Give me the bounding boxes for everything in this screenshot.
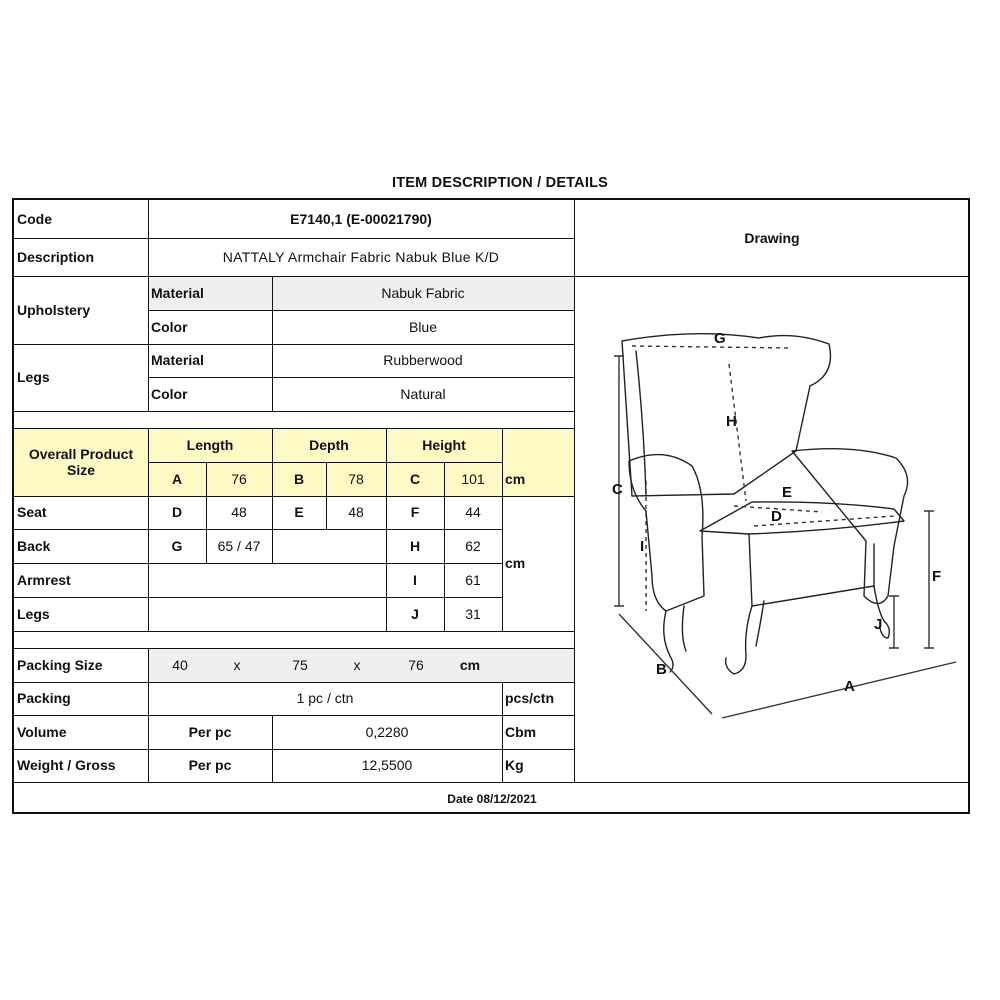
dim-f-value: 44 xyxy=(465,504,481,521)
upholstery-label: Upholstery xyxy=(17,301,91,318)
dim-f-letter: F xyxy=(410,504,420,521)
height-header: Height xyxy=(422,436,466,453)
dim-i-letter: I xyxy=(413,571,417,588)
drawing-label: Drawing xyxy=(744,229,800,246)
front-right-leg xyxy=(726,606,752,674)
left-arm-outline xyxy=(629,455,704,611)
drawing-label-f: F xyxy=(932,568,942,585)
volume-label: Volume xyxy=(17,723,67,740)
packing-size-x1: x xyxy=(233,656,241,673)
dim-a-letter: A xyxy=(171,470,183,487)
overall-size-label-line2: Size xyxy=(66,462,95,478)
spec-sheet xyxy=(12,198,970,814)
length-header: Length xyxy=(186,436,234,453)
packing-size-x2: x xyxy=(353,656,361,673)
weight-unit: Kg xyxy=(505,757,524,774)
dim-d-letter: D xyxy=(171,504,183,521)
packing-size-width: 75 xyxy=(292,656,308,673)
dim-e-letter: E xyxy=(294,504,304,521)
volume-per: Per pc xyxy=(188,723,232,740)
overall-size-label xyxy=(14,428,148,496)
dim-b-value: 78 xyxy=(348,470,364,487)
dim-e-value: 48 xyxy=(348,504,364,521)
packing-size-length: 40 xyxy=(172,656,188,673)
code-label: Code xyxy=(17,210,52,227)
packing-value: 1 pc / ctn xyxy=(296,690,354,707)
dim-g-value: 65 / 47 xyxy=(217,537,261,554)
weight-label: Weight / Gross xyxy=(17,757,116,774)
seat-label: Seat xyxy=(17,504,47,521)
legs-color-label: Color xyxy=(151,385,188,402)
code-value: E7140,1 (E-00021790) xyxy=(290,210,432,227)
armrest-label: Armrest xyxy=(17,571,71,588)
packing-size-label: Packing Size xyxy=(17,656,103,673)
dim-j-letter: J xyxy=(411,605,419,622)
armchair-illustration xyxy=(574,276,970,782)
document-date: Date 08/12/2021 xyxy=(447,792,537,806)
legs-dim-label: Legs xyxy=(17,605,50,622)
upholstery-color-value: Blue xyxy=(408,318,438,335)
packing-size-height: 76 xyxy=(408,656,424,673)
drawing-label-a: A xyxy=(844,678,855,695)
dim-b-letter: B xyxy=(293,470,305,487)
right-arm-outline xyxy=(792,449,908,604)
drawing-label-b: B xyxy=(656,661,667,678)
dim-g-letter: G xyxy=(171,537,183,554)
drawing-label-j: J xyxy=(874,616,883,633)
dim-j-value: 31 xyxy=(465,605,481,622)
upholstery-color-label: Color xyxy=(151,318,188,335)
back-label: Back xyxy=(17,537,51,554)
drawing-label-g: G xyxy=(714,330,726,347)
weight-value: 12,5500 xyxy=(361,757,413,774)
dim-line-h xyxy=(729,364,746,501)
legs-spec-label: Legs xyxy=(17,369,50,386)
upholstery-material-label: Material xyxy=(151,284,204,301)
upholstery-material-value: Nabuk Fabric xyxy=(381,284,465,301)
armchair-drawing xyxy=(574,276,970,782)
document-title: ITEM DESCRIPTION / DETAILS xyxy=(392,175,608,191)
drawing-label-d: D xyxy=(771,508,782,525)
volume-value: 0,2280 xyxy=(365,723,409,740)
chair-front-outline xyxy=(749,534,874,606)
dim-c-value: 101 xyxy=(461,470,485,487)
dims-unit: cm xyxy=(505,555,526,572)
seat-cushion-outline xyxy=(700,502,904,534)
dim-d-value: 48 xyxy=(231,504,247,521)
dim-line-a xyxy=(722,662,956,718)
dim-a-value: 76 xyxy=(231,470,247,487)
dim-h-value: 62 xyxy=(465,537,481,554)
description-value: NATTALY Armchair Fabric Nabuk Blue K/D xyxy=(222,248,500,265)
drawing-label-e: E xyxy=(782,484,793,501)
legs-color-value: Natural xyxy=(400,385,446,402)
depth-header: Depth xyxy=(309,436,349,453)
volume-unit: Cbm xyxy=(505,723,537,740)
packing-size-unit: cm xyxy=(459,656,481,673)
dim-c-letter: C xyxy=(409,470,421,487)
weight-per: Per pc xyxy=(188,757,232,774)
drawing-label-h: H xyxy=(726,413,737,430)
drawing-label-c: C xyxy=(612,481,623,498)
dim-line-g xyxy=(632,346,792,348)
packing-label: Packing xyxy=(17,690,71,707)
packing-unit: pcs/ctn xyxy=(505,690,555,707)
drawing-label-i: I xyxy=(640,538,645,555)
description-label: Description xyxy=(17,248,95,265)
dim-i-value: 61 xyxy=(465,571,481,588)
dim-h-letter: H xyxy=(409,537,421,554)
overall-unit: cm xyxy=(505,470,526,487)
legs-material-value: Rubberwood xyxy=(383,352,463,369)
overall-size-label-line1: Overall Product xyxy=(28,445,134,462)
legs-material-label: Material xyxy=(151,352,204,369)
